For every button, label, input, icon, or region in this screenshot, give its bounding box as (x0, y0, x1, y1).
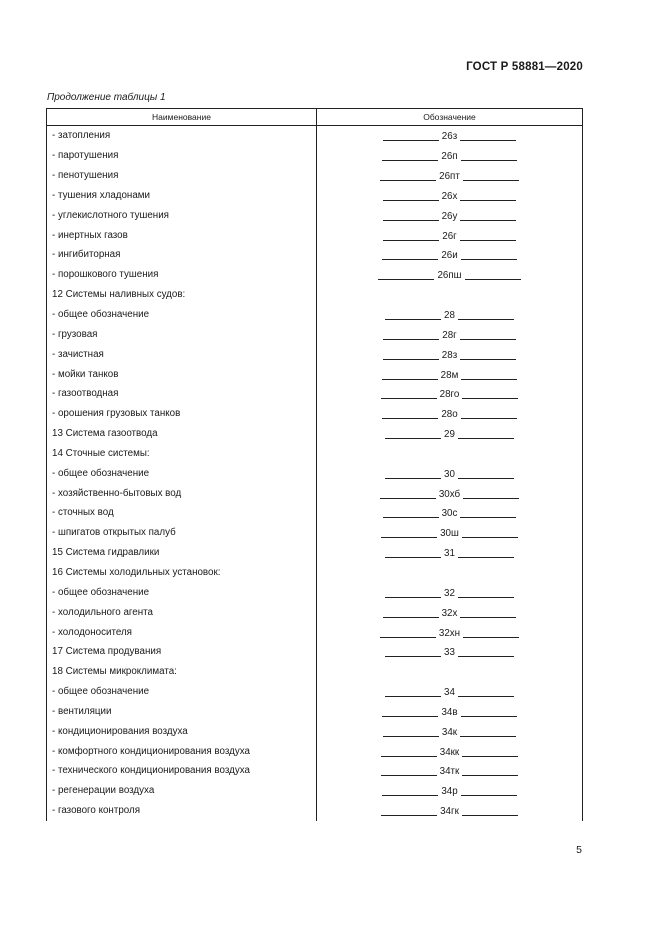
row-code-cell (317, 285, 583, 305)
row-name: - пенотушения (47, 166, 317, 186)
row-code-cell (317, 444, 583, 464)
underline-right (460, 517, 516, 518)
row-name: - углекислотного тушения (47, 205, 317, 225)
table-row (47, 364, 583, 384)
row-name: - паротушения (47, 146, 317, 166)
row-name: - общее обозначение (47, 582, 317, 602)
row-code: 30хб (438, 488, 461, 500)
row-name: - технического кондиционирования воздуха (47, 761, 317, 781)
table-row (47, 682, 583, 702)
table-row (47, 344, 583, 364)
table-row (47, 563, 583, 583)
underline-left (383, 240, 439, 241)
underline-right (461, 259, 517, 260)
row-code-cell (317, 424, 583, 444)
code-designation (381, 528, 518, 539)
row-code: 34в (441, 706, 458, 718)
underline-right (458, 478, 514, 479)
underline-left (381, 756, 437, 757)
row-code: 32 (444, 587, 455, 599)
code-designation (382, 707, 516, 718)
underline-left (380, 180, 436, 181)
row-code-cell (317, 761, 583, 781)
table-row (47, 245, 583, 265)
code-designation (383, 231, 515, 242)
row-name: 12 Системы наливных судов: (47, 285, 317, 305)
row-code: 28м (440, 369, 459, 381)
underline-right (462, 756, 518, 757)
row-code-cell (317, 682, 583, 702)
table-row (47, 205, 583, 225)
code-designation (383, 608, 517, 619)
row-code: 30 (444, 468, 455, 480)
underline-left (385, 597, 441, 598)
code-designation (382, 250, 516, 261)
row-code: 26у (441, 210, 458, 222)
table-row (47, 582, 583, 602)
code-designation (383, 131, 516, 142)
code-designation (381, 747, 518, 758)
underline-left (381, 398, 437, 399)
code-designation (383, 508, 517, 519)
row-code: 30с (441, 508, 458, 520)
underline-right (462, 537, 518, 538)
row-code-cell (317, 523, 583, 543)
code-designation (383, 330, 515, 341)
underline-left (383, 200, 439, 201)
underline-right (458, 557, 514, 558)
code-designation (383, 191, 517, 202)
underline-left (382, 379, 438, 380)
row-code: 34к (441, 726, 458, 738)
table-row (47, 324, 583, 344)
code-designation (378, 270, 520, 281)
underline-left (385, 319, 441, 320)
row-code-cell (317, 344, 583, 364)
underline-right (461, 379, 517, 380)
row-code-cell (317, 662, 583, 682)
row-code-cell (317, 126, 583, 146)
underline-right (460, 200, 516, 201)
row-code: 33 (444, 647, 455, 659)
underline-left (385, 438, 441, 439)
code-designation (385, 588, 514, 599)
row-code-cell (317, 801, 583, 821)
row-code-cell (317, 701, 583, 721)
row-code: 26з (441, 131, 458, 143)
row-code: 34 (444, 687, 455, 699)
row-code-cell (317, 463, 583, 483)
table-row (47, 721, 583, 741)
underline-right (460, 359, 516, 360)
table-row (47, 741, 583, 761)
underline-right (463, 498, 519, 499)
row-code: 26п (441, 151, 458, 163)
row-name: - зачистная (47, 344, 317, 364)
table-row (47, 444, 583, 464)
table-row (47, 305, 583, 325)
code-designation (381, 806, 518, 817)
row-code-cell (317, 225, 583, 245)
underline-left (383, 359, 439, 360)
code-designation (383, 727, 516, 738)
underline-left (383, 140, 439, 141)
column-header-code: Обозначение (317, 109, 583, 126)
table-row (47, 463, 583, 483)
row-name: - холодоносителя (47, 622, 317, 642)
underline-right (461, 716, 517, 717)
row-code: 32х (441, 607, 458, 619)
underline-left (382, 259, 438, 260)
underline-right (460, 617, 516, 618)
underline-left (381, 815, 437, 816)
row-code-cell (317, 305, 583, 325)
underline-right (461, 795, 517, 796)
row-code-cell (317, 324, 583, 344)
underline-left (378, 279, 434, 280)
underline-left (382, 716, 438, 717)
underline-right (463, 180, 519, 181)
table-row (47, 801, 583, 821)
code-designation (385, 429, 514, 440)
row-name: - общее обозначение (47, 682, 317, 702)
row-name: - тушения хладонами (47, 186, 317, 206)
code-designation (381, 766, 519, 777)
code-designation (380, 171, 519, 182)
underline-left (380, 498, 436, 499)
row-code: 34гк (440, 806, 459, 818)
underline-left (380, 637, 436, 638)
code-designation (382, 151, 516, 162)
row-name: 17 Система продувания (47, 642, 317, 662)
row-code-cell (317, 146, 583, 166)
row-code-cell (317, 602, 583, 622)
table-row (47, 126, 583, 146)
underline-right (465, 279, 521, 280)
underline-right (458, 597, 514, 598)
row-name: - ингибиторная (47, 245, 317, 265)
row-code: 28го (439, 389, 460, 401)
row-name: - общее обозначение (47, 463, 317, 483)
row-code-cell (317, 721, 583, 741)
underline-left (382, 160, 438, 161)
row-code-cell (317, 404, 583, 424)
row-name: - вентиляции (47, 701, 317, 721)
row-code-cell (317, 384, 583, 404)
row-name: - инертных газов (47, 225, 317, 245)
row-code-cell (317, 245, 583, 265)
underline-right (460, 240, 516, 241)
row-code-cell (317, 186, 583, 206)
code-designation (385, 469, 514, 480)
underline-right (460, 220, 516, 221)
row-name: - газоотводная (47, 384, 317, 404)
underline-right (460, 339, 516, 340)
row-name: - грузовая (47, 324, 317, 344)
row-name: - кондиционирования воздуха (47, 721, 317, 741)
underline-left (385, 656, 441, 657)
row-code: 26г (442, 230, 457, 242)
code-designation (382, 370, 518, 381)
table-row (47, 543, 583, 563)
table-row (47, 146, 583, 166)
row-name: - порошкового тушения (47, 265, 317, 285)
table-row (47, 503, 583, 523)
table-row (47, 662, 583, 682)
underline-right (461, 418, 517, 419)
underline-left (385, 478, 441, 479)
code-designation (385, 310, 514, 321)
row-code: 32хн (438, 627, 461, 639)
row-code-cell (317, 364, 583, 384)
underline-left (383, 220, 439, 221)
row-code-cell (317, 166, 583, 186)
row-code-cell (317, 642, 583, 662)
underline-right (462, 398, 518, 399)
underline-left (385, 557, 441, 558)
underline-right (463, 637, 519, 638)
code-designation (383, 350, 516, 361)
table-row (47, 483, 583, 503)
table-row (47, 384, 583, 404)
underline-left (381, 537, 437, 538)
designation-table (46, 108, 583, 821)
table-body (47, 126, 583, 821)
row-name: - комфортного кондиционирования воздуха (47, 741, 317, 761)
table-row (47, 602, 583, 622)
table-row (47, 186, 583, 206)
table-row (47, 166, 583, 186)
underline-left (383, 339, 439, 340)
row-code-cell (317, 741, 583, 761)
row-code-cell (317, 503, 583, 523)
row-name: - общее обозначение (47, 305, 317, 325)
row-code: 26и (441, 250, 458, 262)
row-code: 34кк (439, 746, 460, 758)
row-code: 28о (441, 409, 458, 421)
table-row (47, 285, 583, 305)
table-header-row (47, 109, 583, 126)
underline-left (383, 736, 439, 737)
row-code-cell (317, 543, 583, 563)
underline-left (383, 517, 439, 518)
row-code-cell (317, 582, 583, 602)
underline-right (458, 319, 514, 320)
table-row (47, 404, 583, 424)
underline-right (458, 696, 514, 697)
table-row (47, 225, 583, 245)
row-code-cell (317, 563, 583, 583)
underline-right (462, 815, 518, 816)
row-name: 16 Системы холодильных установок: (47, 563, 317, 583)
row-name: 13 Система газоотвода (47, 424, 317, 444)
row-name: - сточных вод (47, 503, 317, 523)
row-name: - шпигатов открытых палуб (47, 523, 317, 543)
row-code: 29 (444, 429, 455, 441)
row-code: 31 (444, 548, 455, 560)
row-code-cell (317, 622, 583, 642)
row-name: 15 Система гидравлики (47, 543, 317, 563)
row-name: - мойки танков (47, 364, 317, 384)
code-designation (381, 389, 519, 400)
code-designation (380, 489, 519, 500)
row-code: 30ш (440, 528, 459, 540)
underline-right (462, 775, 518, 776)
underline-left (382, 795, 438, 796)
underline-left (381, 775, 437, 776)
row-name: 18 Системы микроклимата: (47, 662, 317, 682)
code-designation (382, 409, 516, 420)
row-code: 26х (441, 190, 458, 202)
underline-right (461, 160, 517, 161)
row-code-cell (317, 205, 583, 225)
underline-left (382, 418, 438, 419)
code-designation (383, 211, 517, 222)
row-name: 14 Сточные системы: (47, 444, 317, 464)
table-row (47, 642, 583, 662)
row-code-cell (317, 781, 583, 801)
row-name: - затопления (47, 126, 317, 146)
table-row (47, 781, 583, 801)
row-code-cell (317, 483, 583, 503)
code-designation (380, 628, 519, 639)
table-row (47, 701, 583, 721)
row-code: 26пш (437, 270, 462, 282)
row-code-cell (317, 265, 583, 285)
table-row (47, 622, 583, 642)
table-caption: Продолжение таблицы 1 (47, 92, 166, 103)
row-name: - холодильного агента (47, 602, 317, 622)
row-code: 26пт (439, 171, 460, 183)
table-row (47, 424, 583, 444)
table-row (47, 761, 583, 781)
page-number: 5 (576, 844, 582, 856)
underline-left (385, 696, 441, 697)
row-code: 28з (441, 349, 458, 361)
document-code: ГОСТ Р 58881—2020 (466, 61, 583, 73)
code-designation (385, 647, 514, 658)
table-row (47, 523, 583, 543)
code-designation (385, 548, 514, 559)
underline-right (458, 438, 514, 439)
row-code: 34тк (439, 766, 460, 778)
table-row (47, 265, 583, 285)
row-code: 28 (444, 310, 455, 322)
code-designation (385, 687, 514, 698)
underline-right (458, 656, 514, 657)
row-name: - орошения грузовых танков (47, 404, 317, 424)
row-name: - газового контроля (47, 801, 317, 821)
underline-right (460, 140, 516, 141)
code-designation (382, 786, 516, 797)
column-header-name: Наименование (47, 109, 317, 126)
underline-left (383, 617, 439, 618)
row-name: - регенерации воздуха (47, 781, 317, 801)
row-name: - хозяйственно-бытовых вод (47, 483, 317, 503)
row-code: 34р (441, 786, 458, 798)
row-code: 28г (442, 329, 457, 341)
underline-right (460, 736, 516, 737)
